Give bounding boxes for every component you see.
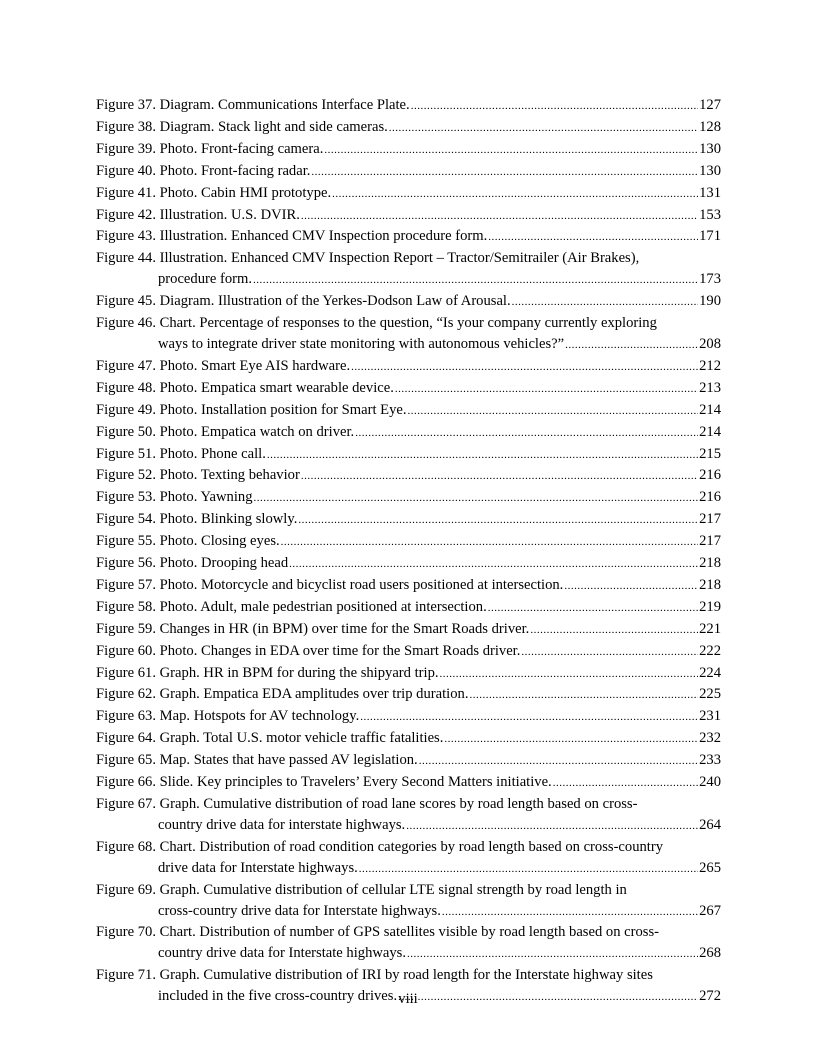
dot-leader <box>442 902 698 923</box>
toc-entry-line <box>96 161 721 183</box>
toc-entry[interactable] <box>96 509 721 531</box>
toc-entry-page: 240 <box>699 774 721 791</box>
toc-entry-line <box>96 706 721 728</box>
toc-entry[interactable] <box>96 531 721 553</box>
dot-leader <box>298 510 698 531</box>
toc-entry-page: 131 <box>699 184 721 201</box>
toc-entry-title: Figure 60. Photo. Changes in EDA over time for the Smart Roads driver. <box>96 642 521 659</box>
toc-entry-title: Figure 48. Photo. Empatica smart wearable device. <box>96 379 394 396</box>
toc-entry[interactable] <box>96 356 721 378</box>
toc-entry-page: 221 <box>699 620 721 637</box>
dot-leader <box>254 488 699 509</box>
toc-entry-title: Figure 61. Graph. HR in BPM for during the shipyard trip. <box>96 664 439 681</box>
toc-entry-title: Figure 71. Graph. Cumulative distribution of IRI by road length for the Interstate highway sites <box>96 967 653 984</box>
dot-leader <box>564 576 698 597</box>
toc-entry-title: Figure 67. Graph. Cumulative distribution of road lane scores by road length based on cross- <box>96 796 638 812</box>
toc-entry-title: Figure 53. Photo. Yawning <box>96 489 253 506</box>
toc-entry-page: 272 <box>699 988 721 1005</box>
dot-leader <box>301 466 698 487</box>
toc-entry-line <box>96 965 721 986</box>
toc-entry[interactable] <box>96 728 721 750</box>
toc-entry-page: 265 <box>699 859 721 876</box>
toc-entry-title: Figure 56. Photo. Drooping head <box>96 555 289 572</box>
dot-leader <box>359 859 698 880</box>
toc-entry-line <box>96 837 721 858</box>
toc-entry[interactable] <box>96 553 721 575</box>
dot-leader <box>444 729 698 750</box>
toc-entry-line <box>96 291 721 313</box>
toc-entry-page: 268 <box>699 945 721 962</box>
toc-entry[interactable] <box>96 248 721 291</box>
toc-entry-page: 130 <box>699 140 721 157</box>
dot-leader <box>360 707 698 728</box>
toc-entry[interactable] <box>96 161 721 183</box>
toc-entry[interactable] <box>96 313 721 356</box>
dot-leader <box>553 773 698 794</box>
toc-entry-title: included in the five cross-country drives. <box>158 988 398 1005</box>
toc-entry-title: Figure 49. Photo. Installation position for Smart Eye. <box>96 401 407 418</box>
toc-entry[interactable] <box>96 772 721 794</box>
toc-entry-line <box>96 553 721 575</box>
toc-entry[interactable] <box>96 139 721 161</box>
dot-leader <box>332 184 698 205</box>
toc-entry-title: Figure 64. Graph. Total U.S. motor vehicle traffic fatalities. <box>96 730 444 747</box>
toc-entry-page: 232 <box>699 730 721 747</box>
list-of-figures <box>96 95 721 1008</box>
toc-entry-line <box>96 684 721 706</box>
toc-entry-line <box>96 183 721 205</box>
dot-leader <box>289 554 698 575</box>
toc-entry-page: 127 <box>699 97 721 113</box>
toc-entry-line <box>96 139 721 161</box>
toc-entry-title: Figure 57. Photo. Motorcycle and bicyclist road users positioned at intersection. <box>96 576 564 593</box>
toc-entry[interactable] <box>96 226 721 248</box>
toc-entry-line <box>96 772 721 794</box>
dot-leader <box>267 445 698 466</box>
toc-entry-page: 216 <box>699 467 721 484</box>
toc-entry-title: Figure 40. Photo. Front-facing radar. <box>96 162 311 179</box>
toc-entry-page: 213 <box>699 379 721 396</box>
toc-entry-title: Figure 45. Diagram. Illustration of the Yerkes-Dodson Law of Arousal. <box>96 293 511 310</box>
toc-entry-title: Figure 43. Illustration. Enhanced CMV Inspection procedure form. <box>96 228 488 245</box>
toc-entry-line <box>96 922 721 943</box>
toc-entry-line <box>96 378 721 400</box>
toc-entry-page: 208 <box>699 335 721 352</box>
toc-entry-continuation <box>96 943 721 965</box>
toc-entry-title: Figure 51. Photo. Phone call. <box>96 445 266 462</box>
toc-entry[interactable] <box>96 706 721 728</box>
toc-entry[interactable] <box>96 684 721 706</box>
toc-entry-continuation <box>96 334 721 356</box>
toc-entry-page: 173 <box>699 271 721 288</box>
dot-leader <box>324 140 698 161</box>
toc-entry-title: Figure 66. Slide. Key principles to Travelers’ Every Second Matters initiative. <box>96 774 552 791</box>
dot-leader <box>407 944 698 965</box>
toc-entry-line <box>96 400 721 422</box>
toc-entry-line <box>96 597 721 619</box>
toc-entry[interactable] <box>96 291 721 313</box>
toc-entry[interactable] <box>96 837 721 880</box>
toc-entry[interactable] <box>96 880 721 923</box>
dot-leader <box>408 401 699 422</box>
toc-entry-title: Figure 62. Graph. Empatica EDA amplitudes over trip duration. <box>96 686 469 703</box>
toc-entry-continuation <box>96 815 721 837</box>
toc-entry-line <box>96 248 721 269</box>
toc-entry-page: 130 <box>699 162 721 179</box>
toc-entry-page: 217 <box>699 533 721 550</box>
toc-entry-line <box>96 750 721 772</box>
dot-leader <box>351 357 698 378</box>
toc-entry-line <box>96 422 721 444</box>
toc-entry[interactable] <box>96 465 721 487</box>
toc-entry-title: Figure 63. Map. Hotspots for AV technology. <box>96 708 360 725</box>
toc-entry-title: Figure 70. Chart. Distribution of number of GPS satellites visible by road length based on cross- <box>96 924 659 941</box>
toc-entry-line <box>96 728 721 750</box>
toc-entry-line <box>96 575 721 597</box>
toc-entry-line <box>96 531 721 553</box>
toc-entry-continuation <box>96 858 721 880</box>
toc-entry-title: country drive data for Interstate highways. <box>158 945 407 962</box>
toc-entry-line <box>96 95 721 117</box>
toc-entry[interactable] <box>96 487 721 509</box>
toc-entry[interactable] <box>96 400 721 422</box>
dot-leader <box>469 685 698 706</box>
dot-leader <box>281 532 698 553</box>
toc-entry[interactable] <box>96 922 721 965</box>
dot-leader <box>512 292 698 313</box>
dot-leader <box>440 664 699 685</box>
toc-entry[interactable] <box>96 183 721 205</box>
toc-entry-page: 216 <box>699 489 721 506</box>
dot-leader <box>488 227 698 248</box>
toc-entry-continuation <box>96 901 721 923</box>
toc-entry[interactable] <box>96 95 721 117</box>
toc-entry-title: Figure 46. Chart. Percentage of responses to the question, “Is your company currently exploring <box>96 315 657 332</box>
toc-entry-line <box>96 205 721 227</box>
toc-entry-title: Figure 47. Photo. Smart Eye AIS hardware. <box>96 357 351 374</box>
toc-entry-page: 225 <box>699 686 721 703</box>
toc-entry-title: country drive data for interstate highways. <box>158 816 406 833</box>
toc-entry-page: 212 <box>699 357 721 374</box>
toc-entry-title: Figure 52. Photo. Texting behavior <box>96 467 300 484</box>
toc-entry-title: Figure 58. Photo. Adult, male pedestrian positioned at intersection. <box>96 598 487 615</box>
toc-entry-line <box>96 487 721 509</box>
toc-entry-page: 217 <box>699 511 721 528</box>
toc-entry[interactable] <box>96 575 721 597</box>
toc-entry-page: 218 <box>699 555 721 572</box>
dot-leader <box>406 816 698 837</box>
toc-entry-title: cross-country drive data for Interstate highways. <box>158 902 441 919</box>
toc-entry-title: Figure 69. Graph. Cumulative distribution of cellular LTE signal strength by road length in <box>96 881 627 898</box>
toc-entry-page: 214 <box>699 401 721 418</box>
toc-entry-page: 218 <box>699 576 721 593</box>
toc-entry[interactable] <box>96 750 721 772</box>
toc-entry-title: Figure 59. Changes in HR (in BPM) over time for the Smart Roads driver. <box>96 620 530 637</box>
toc-entry-page: 224 <box>699 664 721 681</box>
toc-entry-title: Figure 44. Illustration. Enhanced CMV Inspection Report – Tractor/Semitrailer (Air Brakes), <box>96 250 640 267</box>
toc-entry-line <box>96 117 721 139</box>
toc-entry-title: Figure 42. Illustration. U.S. DVIR. <box>96 206 300 223</box>
toc-entry[interactable] <box>96 422 721 444</box>
toc-entry-line <box>96 509 721 531</box>
toc-entry[interactable] <box>96 641 721 663</box>
toc-entry-line <box>96 880 721 901</box>
toc-entry-title: Figure 50. Photo. Empatica watch on driver. <box>96 423 355 440</box>
toc-entry-title: Figure 55. Photo. Closing eyes. <box>96 533 280 550</box>
dot-leader <box>411 96 698 117</box>
dot-leader <box>521 642 698 663</box>
toc-entry-page: 219 <box>699 598 721 615</box>
toc-entry-page: 214 <box>699 423 721 440</box>
dot-leader <box>488 598 698 619</box>
toc-entry-title: Figure 54. Photo. Blinking slowly. <box>96 511 298 528</box>
dot-leader <box>355 423 698 444</box>
toc-entry-page: 264 <box>699 816 721 833</box>
dot-leader <box>565 335 698 356</box>
toc-entry[interactable] <box>96 794 721 837</box>
toc-entry-page: 171 <box>699 228 721 245</box>
toc-entry-page: 231 <box>699 708 721 725</box>
toc-entry-title: Figure 68. Chart. Distribution of road condition categories by road length based on cross-country <box>96 838 664 855</box>
toc-entry[interactable] <box>96 444 721 466</box>
toc-entry[interactable] <box>96 597 721 619</box>
toc-entry[interactable] <box>96 378 721 400</box>
toc-entry-page: 190 <box>699 293 721 310</box>
toc-entry-title: procedure form. <box>158 271 253 288</box>
toc-entry-line <box>96 619 721 641</box>
toc-entry-line <box>96 641 721 663</box>
toc-entry-line <box>96 465 721 487</box>
dot-leader <box>389 118 698 139</box>
toc-entry[interactable] <box>96 117 721 139</box>
toc-entry-line <box>96 663 721 685</box>
toc-entry-line <box>96 313 721 334</box>
toc-entry-page: 233 <box>699 752 721 769</box>
toc-entry[interactable] <box>96 205 721 227</box>
toc-entry-title: Figure 38. Diagram. Stack light and side cameras. <box>96 118 388 135</box>
toc-entry-title: Figure 65. Map. States that have passed AV legislation. <box>96 752 418 769</box>
toc-entry-page: 128 <box>699 118 721 135</box>
toc-entry-title: Figure 41. Photo. Cabin HMI prototype. <box>96 184 332 201</box>
toc-entry-line <box>96 444 721 466</box>
dot-leader <box>419 751 698 772</box>
toc-entry-title: ways to integrate driver state monitoring with autonomous vehicles?” <box>158 335 565 352</box>
toc-entry-page: 215 <box>699 445 721 462</box>
page-number: viii <box>398 991 418 1007</box>
dot-leader <box>301 206 698 227</box>
toc-entry-page: 153 <box>699 206 721 223</box>
dot-leader <box>530 620 698 641</box>
toc-entry[interactable] <box>96 663 721 685</box>
dot-leader <box>395 379 698 400</box>
dot-leader <box>253 270 698 291</box>
toc-entry-title: drive data for Interstate highways. <box>158 859 358 876</box>
toc-entry-page: 222 <box>699 642 721 659</box>
dot-leader <box>311 162 698 183</box>
toc-entry[interactable] <box>96 619 721 641</box>
toc-entry-line <box>96 356 721 378</box>
toc-entry-title: Figure 39. Photo. Front-facing camera. <box>96 140 324 157</box>
toc-entry-title: Figure 37. Diagram. Communications Interface Plate. <box>96 97 410 113</box>
toc-entry-continuation <box>96 269 721 291</box>
toc-entry-page: 267 <box>699 902 721 919</box>
toc-entry-line <box>96 794 721 815</box>
toc-entry-line <box>96 226 721 248</box>
